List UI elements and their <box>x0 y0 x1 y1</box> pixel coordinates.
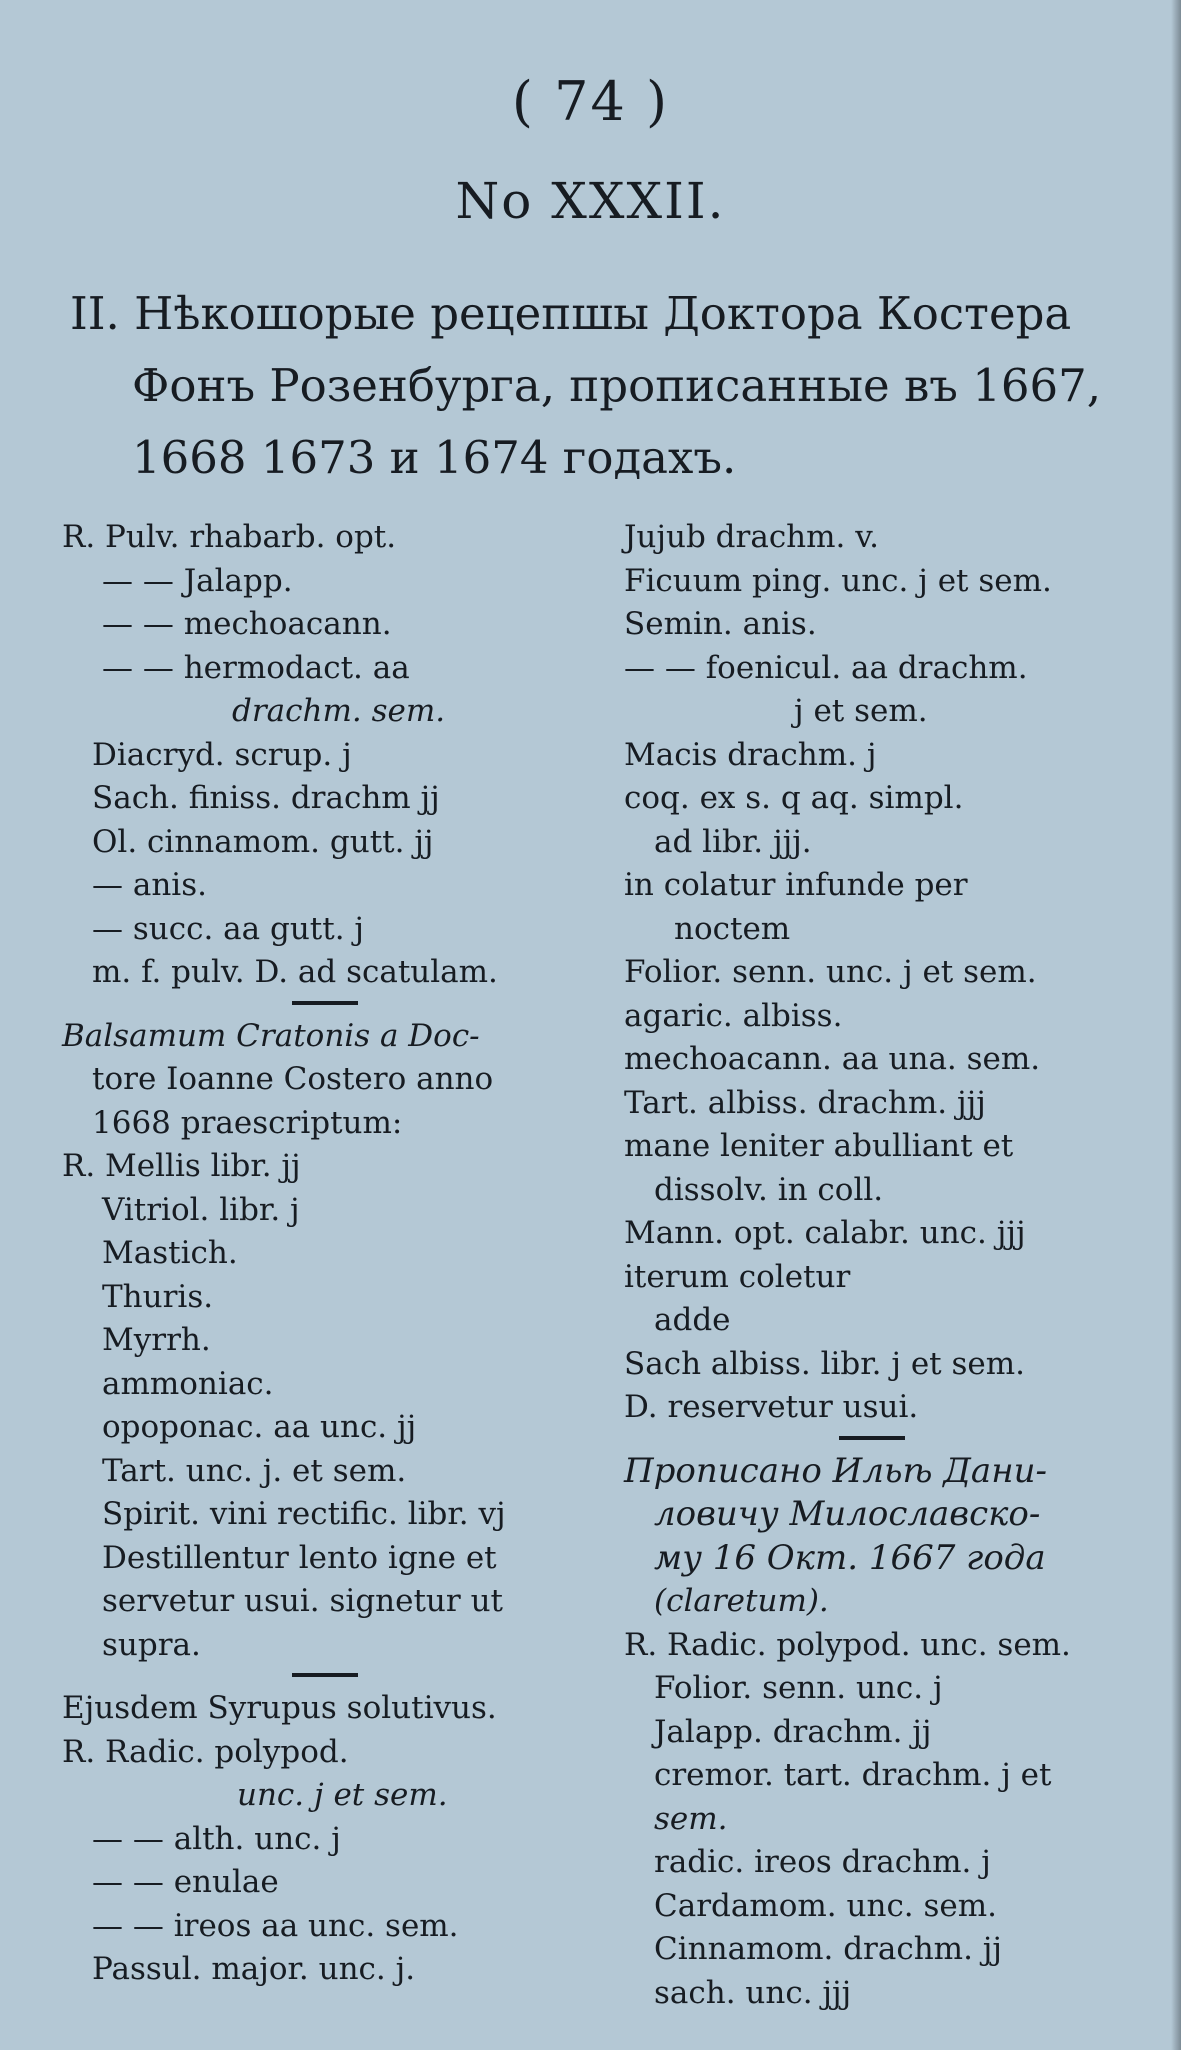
recipe-line: — succ. aa gutt. j <box>92 910 365 947</box>
recipe-line: Folior. senn. unc. j et sem. <box>624 954 1037 990</box>
recipe-line: cremor. tart. drachm. j et <box>654 1757 1052 1793</box>
recipe-title: Balsamum Cratonis a Doc- <box>62 1017 480 1054</box>
recipe-line: R. Radic. polypod. <box>62 1733 349 1770</box>
separator-rule <box>62 1667 592 1687</box>
recipe-line: Passul. major. unc. j. <box>92 1951 416 1987</box>
right-column <box>624 516 1154 2015</box>
recipe-line: Tart. unc. j. et sem. <box>102 1452 407 1489</box>
heading-line-3: 1668 1673 и 1674 годахъ. <box>132 431 737 484</box>
recipe-line: Cinnamom. drachm. jj <box>654 1931 1003 1967</box>
recipe-line: mane leniter abulliant et <box>624 1128 1014 1164</box>
recipe-line: R. Pulv. rhabarb. opt. <box>62 519 397 555</box>
page-number: ( 74 ) <box>511 70 670 133</box>
separator-rule <box>62 995 592 1015</box>
recipe-line: — — alth. unc. j <box>92 1820 341 1857</box>
recipe-line: m. f. pulv. D. ad scatulam. <box>92 954 498 990</box>
recipe-line: coq. ex s. q aq. simpl. <box>624 780 964 816</box>
recipe-line: Ficuum ping. unc. j et sem. <box>624 562 1052 599</box>
heading-line-1: II. Нѣкошорые рецепшы Доктора Костера <box>70 287 1072 340</box>
recipe-line: Vitriol. libr. j <box>102 1191 300 1228</box>
recipe-line: Tart. albiss. drachm. jjj <box>624 1084 986 1121</box>
recipe-line: Sach albiss. libr. j et sem. <box>624 1345 1026 1382</box>
recipe-line: Destillentur lento igne et <box>102 1539 497 1576</box>
heading-line-2: Фонъ Розенбурга, прописанные въ 1667, <box>132 359 1102 412</box>
recipe-line: D. reservetur usui. <box>624 1389 919 1425</box>
recipe-line: servetur usui. signetur ut <box>102 1583 503 1619</box>
recipe-line: Mastich. <box>102 1235 238 1271</box>
recipe-line: ad libr. jjj. <box>654 823 812 860</box>
recipe-line: mechoacann. aa una. sem. <box>624 1041 1041 1077</box>
recipe-line: Sach. finiss. drachm jj <box>92 780 440 816</box>
document-number: No XXXII. <box>455 172 726 230</box>
recipe-line: Myrrh. <box>102 1322 211 1358</box>
recipe-line: R. Radic. polypod. unc. sem. <box>624 1626 1071 1663</box>
recipe-line: agaric. albiss. <box>624 997 843 1034</box>
recipe-line: radic. ireos drachm. j <box>654 1844 991 1880</box>
recipe-line: — — hermodact. aa <box>102 649 410 686</box>
recipe-line: 1668 praescriptum: <box>92 1104 403 1141</box>
recipe-line: — — enulae <box>92 1864 279 1900</box>
recipe-line: Macis drachm. j <box>624 736 877 773</box>
recipe-line: ammoniac. <box>102 1365 274 1402</box>
recipe-line: adde <box>654 1302 731 1338</box>
recipe-line: in colatur infunde per <box>624 867 968 903</box>
recipe-line: sem. <box>654 1800 728 1837</box>
recipe-title: му 16 Окт. 1667 года <box>654 1537 1046 1578</box>
recipe-line: — — mechoacann. <box>102 606 392 642</box>
recipe-line: dissolv. in coll. <box>654 1171 884 1208</box>
recipe-line: noctem <box>674 910 791 947</box>
recipe-title: Ejusdem Syrupus solutivus. <box>62 1690 497 1726</box>
recipe-line: Diacryd. scrup. j <box>92 736 352 773</box>
recipe-title: ловичу Милославско- <box>654 1494 1041 1534</box>
recipe-line: Folior. senn. unc. j <box>654 1670 943 1706</box>
page-edge-shadow <box>1171 0 1181 2050</box>
recipe-line: Thuris. <box>102 1278 214 1315</box>
recipe-line: Semin. anis. <box>624 606 817 642</box>
section-heading <box>70 278 1150 494</box>
recipe-line: tore Ioanne Costero anno <box>92 1061 494 1097</box>
recipe-line: Ol. cinnamom. gutt. jj <box>92 823 434 860</box>
recipe-title: (claretum). <box>654 1583 829 1619</box>
recipe-line: — — Jalapp. <box>102 562 293 599</box>
recipe-line: supra. <box>102 1626 201 1663</box>
recipe-line: — — ireos aa unc. sem. <box>92 1907 459 1944</box>
separator-rule <box>624 1430 1154 1450</box>
recipe-line: R. Mellis libr. jj <box>62 1148 301 1184</box>
recipe-line: Cardamom. unc. sem. <box>654 1887 998 1924</box>
recipe-line: opoponac. aa unc. jj <box>102 1409 417 1445</box>
recipe-line: Spirit. vini rectific. libr. vj <box>102 1496 506 1532</box>
recipe-line: Jujub drachm. v. <box>624 519 879 555</box>
recipe-line: — anis. <box>92 867 207 903</box>
left-column <box>62 516 592 1992</box>
recipe-line: unc. j et sem. <box>237 1777 448 1813</box>
recipe-line: iterum coletur <box>624 1258 851 1295</box>
recipe-line: Jalapp. drachm. jj <box>654 1713 932 1750</box>
recipe-line: — — foenicul. aa drachm. <box>624 649 1028 686</box>
recipe-title: Прописано Ильѣ Дани- <box>624 1450 1047 1491</box>
recipe-line: sach. unc. jjj <box>654 1974 852 2011</box>
recipe-line: j et sem. <box>794 693 928 729</box>
recipe-line: drachm. sem. <box>232 693 446 729</box>
recipe-line: Mann. opt. calabr. unc. jjj <box>624 1215 1026 1251</box>
